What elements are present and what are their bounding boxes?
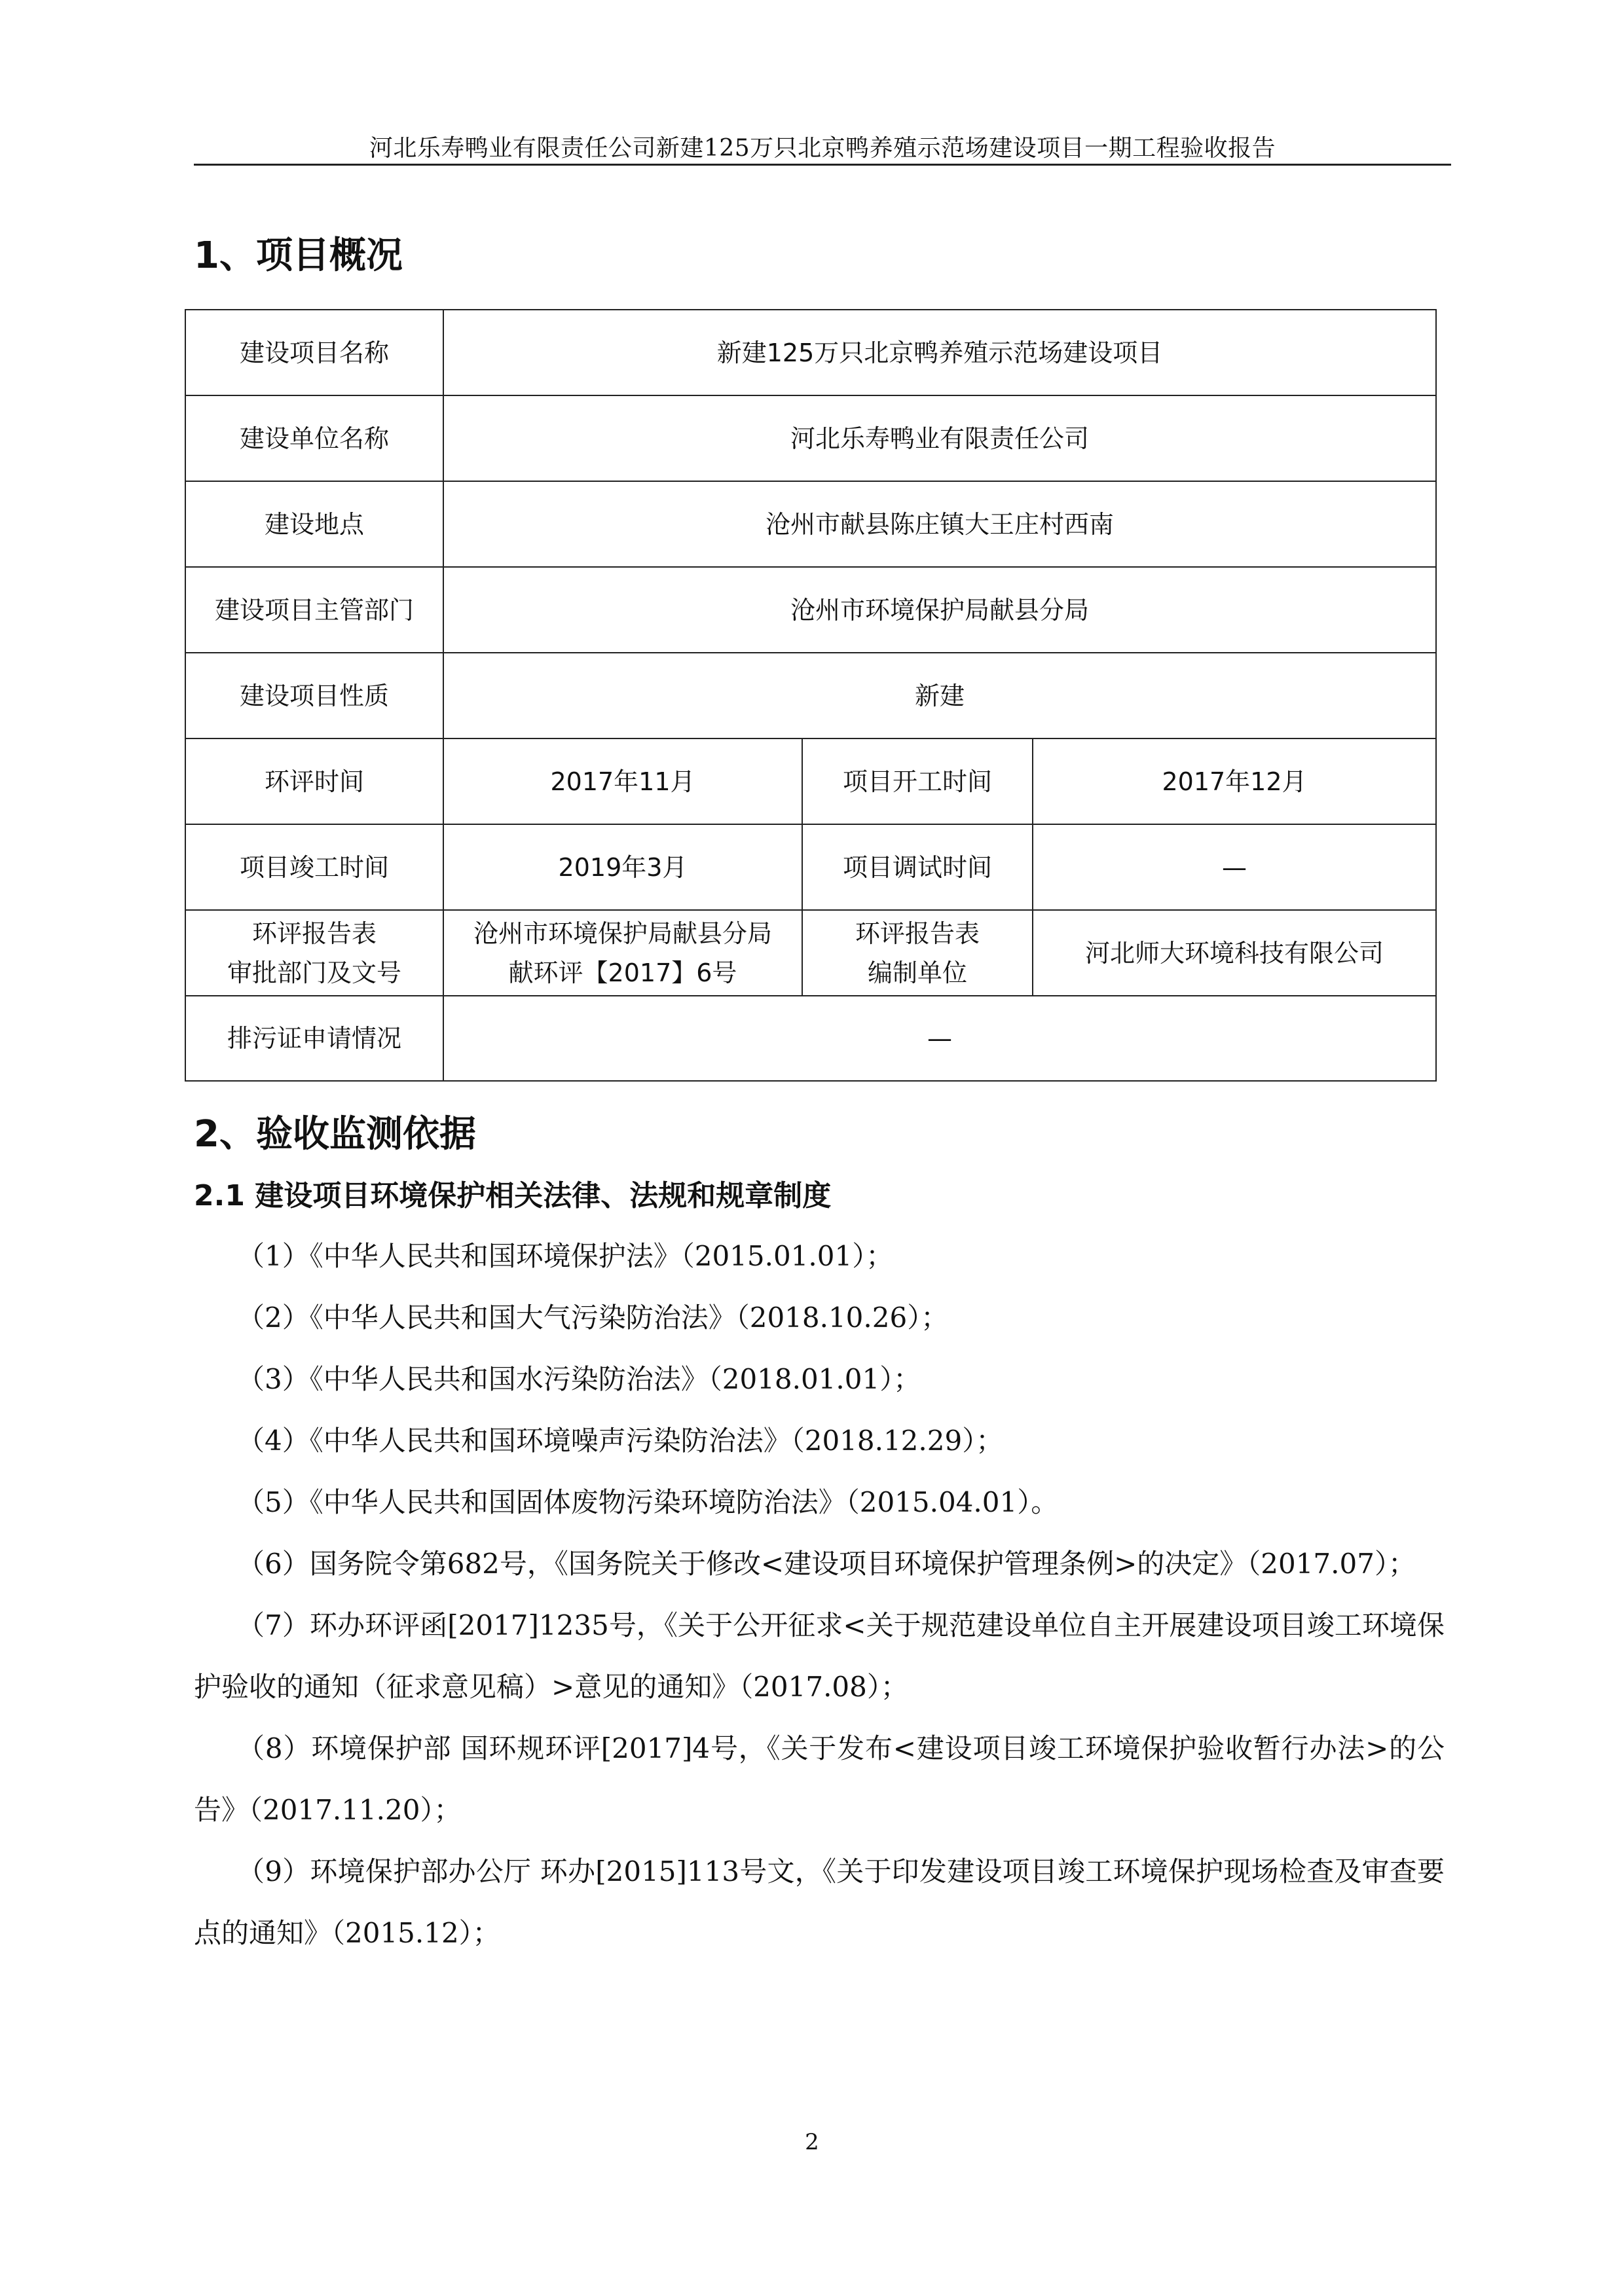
list-item: （4）《中华人民共和国环境噪声污染防治法》（2018.12.29）；	[237, 1425, 1004, 1457]
running-header: 河北乐寿鸭业有限责任公司新建125万只北京鸭养殖示范场建设项目一期工程验收报告	[369, 135, 1276, 162]
label-completion-time: 项目竣工时间	[185, 824, 443, 910]
value-nature: 新建	[443, 653, 1436, 738]
section-heading-monitoring-basis: 2、验收监测依据	[194, 1113, 476, 1156]
label-approval-dept-line2: 审批部门及文号	[227, 958, 401, 987]
table-row	[185, 481, 1436, 567]
label-location: 建设地点	[185, 481, 443, 567]
list-item: （6）国务院令第682号，《国务院关于修改<建设项目环境保护管理条例>的决定》（2017.07）；	[237, 1548, 1416, 1580]
list-item: （3）《中华人民共和国水污染防治法》（2018.01.01）；	[237, 1363, 921, 1395]
label-preparer-line2: 编制单位	[867, 958, 967, 987]
label-preparer	[802, 910, 1033, 996]
value-approval-dept	[443, 910, 802, 996]
value-project-name: 新建125万只北京鸭养殖示范场建设项目	[443, 310, 1436, 395]
table-row	[185, 910, 1436, 996]
value-permit: —	[443, 996, 1436, 1081]
table-row	[185, 567, 1436, 653]
value-completion-time: 2019年3月	[443, 824, 802, 910]
law-list	[194, 1226, 1445, 1964]
value-preparer: 河北师大环境科技有限公司	[1033, 910, 1436, 996]
label-nature: 建设项目性质	[185, 653, 443, 738]
table-row	[185, 395, 1436, 481]
table-row	[185, 996, 1436, 1081]
label-start-time: 项目开工时间	[802, 738, 1033, 824]
label-unit-name: 建设单位名称	[185, 395, 443, 481]
page-number: 2	[805, 2129, 819, 2155]
value-location: 沧州市献县陈庄镇大王庄村西南	[443, 481, 1436, 567]
subsection-heading-laws: 2.1 建设项目环境保护相关法律、法规和规章制度	[194, 1179, 832, 1212]
label-eia-time: 环评时间	[185, 738, 443, 824]
value-eia-time: 2017年11月	[443, 738, 802, 824]
table-row	[185, 738, 1436, 824]
label-permit: 排污证申请情况	[185, 996, 443, 1081]
list-item: （2）《中华人民共和国大气污染防治法》（2018.10.26）；	[237, 1302, 949, 1334]
value-authority: 沧州市环境保护局献县分局	[443, 567, 1436, 653]
project-overview-table	[185, 309, 1437, 1082]
label-authority: 建设项目主管部门	[185, 567, 443, 653]
label-approval-dept-line1: 环评报告表	[251, 919, 377, 948]
section-heading-project-overview: 1、项目概况	[194, 234, 403, 277]
list-item: （8）环境保护部 国环规环评[2017]4号，《关于发布<建设项目竣工环境保护验收暂行办法>的公告》（2017.11.20）；	[194, 1732, 1445, 1826]
table-row	[185, 653, 1436, 738]
header-divider	[194, 164, 1451, 166]
list-item: （5）《中华人民共和国固体废物污染环境防治法》（2015.04.01）。	[237, 1486, 1059, 1518]
value-start-time: 2017年12月	[1033, 738, 1436, 824]
table-row	[185, 824, 1436, 910]
label-project-name: 建设项目名称	[185, 310, 443, 395]
table-row	[185, 310, 1436, 395]
value-commissioning-time: —	[1033, 824, 1436, 910]
value-approval-dept-line1: 沧州市环境保护局献县分局	[473, 919, 772, 948]
list-item: （9）环境保护部办公厅 环办[2015]113号文，《关于印发建设项目竣工环境保护现场检查及审查要点的通知》（2015.12）；	[194, 1855, 1445, 1949]
value-unit-name: 河北乐寿鸭业有限责任公司	[443, 395, 1436, 481]
label-approval-dept	[185, 910, 443, 996]
value-approval-dept-line2: 献环评【2017】6号	[508, 958, 737, 987]
list-item: （1）《中华人民共和国环境保护法》（2015.01.01）；	[237, 1240, 894, 1272]
list-item: （7）环办环评函[2017]1235号，《关于公开征求<关于规范建设单位自主开展建设项目竣工环境保护验收的通知（征求意见稿）>意见的通知》（2017.08）；	[194, 1609, 1445, 1703]
label-preparer-line1: 环评报告表	[855, 919, 980, 948]
label-commissioning-time: 项目调试时间	[802, 824, 1033, 910]
